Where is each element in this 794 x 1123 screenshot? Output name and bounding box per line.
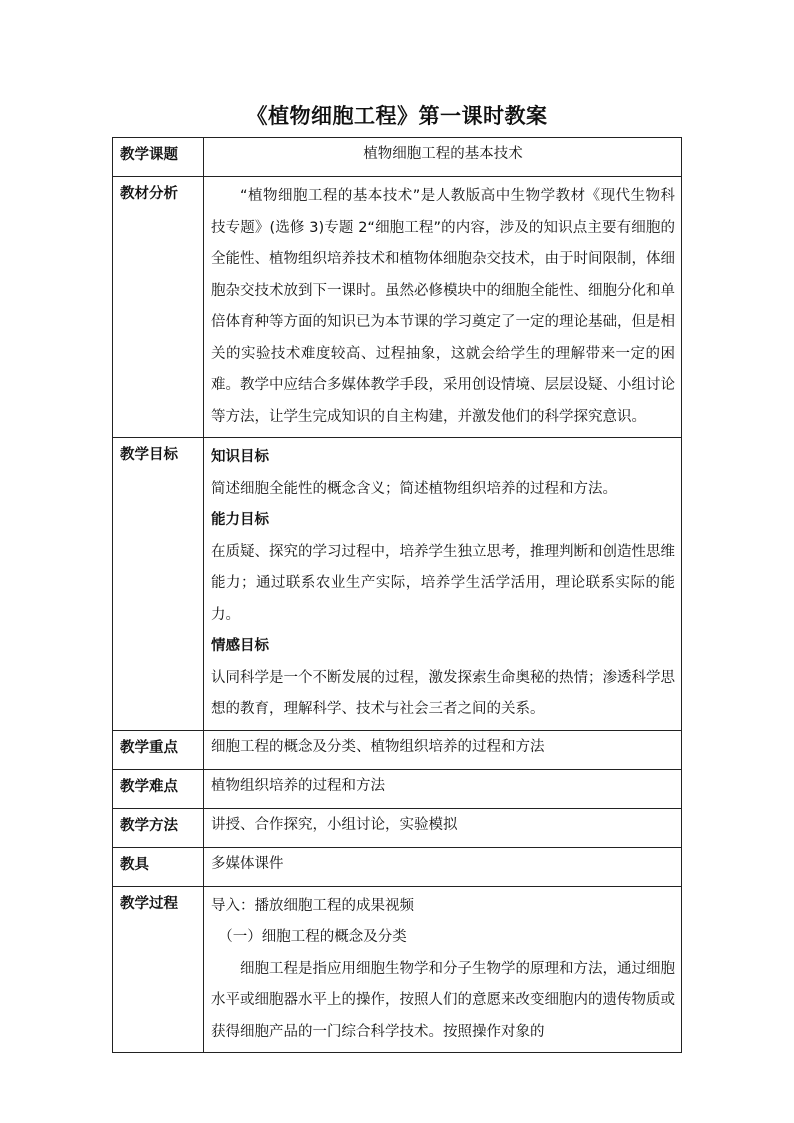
row-content-tools bbox=[204, 847, 682, 886]
key-points-value: 细胞工程的概念及分类、植物组织培养的过程和方法 bbox=[211, 738, 545, 755]
row-content-topic bbox=[204, 138, 682, 177]
row-label-topic: 教学课题 bbox=[113, 138, 204, 177]
process-intro: 导入：播放细胞工程的成果视频 bbox=[211, 897, 414, 914]
table-row-process bbox=[113, 886, 682, 1053]
process-paragraph: 细胞工程是指应用细胞生物学和分子生物学的原理和方法，通过细胞水平或细胞器水平上的操作，按照人们的意愿来改变细胞内的遗传物质或获得细胞产品的一门综合科学技术。按照操作对象的 bbox=[211, 960, 675, 1040]
row-label-analysis: 教材分析 bbox=[113, 177, 204, 438]
row-content-objectives bbox=[204, 438, 682, 731]
row-label-tools: 教具 bbox=[113, 847, 204, 886]
knowledge-text: 简述细胞全能性的概念含义；简述植物组织培养的过程和方法。 bbox=[211, 480, 617, 497]
row-label-process: 教学过程 bbox=[113, 886, 204, 1053]
process-section-heading: （一）细胞工程的概念及分类 bbox=[218, 929, 407, 945]
knowledge-heading: 知识目标 bbox=[211, 449, 269, 465]
methods-value: 讲授、合作探究，小组讨论，实验模拟 bbox=[211, 816, 458, 833]
row-content-difficulties bbox=[204, 769, 682, 808]
table-row-topic bbox=[113, 138, 682, 177]
row-content-methods bbox=[204, 808, 682, 847]
lesson-plan-table bbox=[112, 137, 682, 1053]
document-title: 《植物细胞工程》第一课时教案 bbox=[246, 103, 548, 128]
table-row-difficulties bbox=[113, 769, 682, 808]
ability-heading: 能力目标 bbox=[211, 512, 269, 528]
table-row-analysis bbox=[113, 177, 682, 438]
difficulties-value: 植物组织培养的过程和方法 bbox=[211, 777, 385, 794]
table-row-key-points bbox=[113, 730, 682, 769]
table-row-methods bbox=[113, 808, 682, 847]
tools-value: 多媒体课件 bbox=[211, 855, 284, 872]
row-content-key-points bbox=[204, 730, 682, 769]
emotion-text: 认同科学是一个不断发展的过程，激发探索生命奥秘的热情；渗透科学思想的教育，理解科学、技术与社会三者之间的关系。 bbox=[211, 669, 675, 717]
emotion-heading: 情感目标 bbox=[211, 638, 269, 654]
row-label-methods: 教学方法 bbox=[113, 808, 204, 847]
analysis-text: “植物细胞工程的基本技术”是人教版高中生物学教材《现代生物科技专题》(选修 3)专题 2“细胞工程”的内容，涉及的知识点主要有细胞的全能性、植物组织培养技术和植物体细胞杂交技术，由于时间限制，体细胞杂交技术放到下一课时。虽然必修模块中的细胞全能性、细胞分化和单倍体育种等方面的知识已为本节课的学习奠定了一定的理论基础，但是相关的实验技术难度较高、过程抽象，这就会给学生的理解带来一定的困难。教学中应结合多媒体教学手段，采用创设情境、层层设疑、小组讨论等方法，让学生完成知识的自主构建，并激发他们的科学探究意识。 bbox=[211, 188, 675, 425]
row-content-process bbox=[204, 886, 682, 1053]
row-content-analysis bbox=[204, 177, 682, 438]
table-row-tools bbox=[113, 847, 682, 886]
ability-text: 在质疑、探究的学习过程中，培养学生独立思考，推理判断和创造性思维能力；通过联系农业生产实际，培养学生活学活用，理论联系实际的能力。 bbox=[211, 543, 675, 623]
topic-value: 植物细胞工程的基本技术 bbox=[363, 146, 523, 162]
row-label-difficulties: 教学难点 bbox=[113, 769, 204, 808]
row-label-key-points: 教学重点 bbox=[113, 730, 204, 769]
table-row-objectives bbox=[113, 438, 682, 731]
row-label-objectives: 教学目标 bbox=[113, 438, 204, 731]
